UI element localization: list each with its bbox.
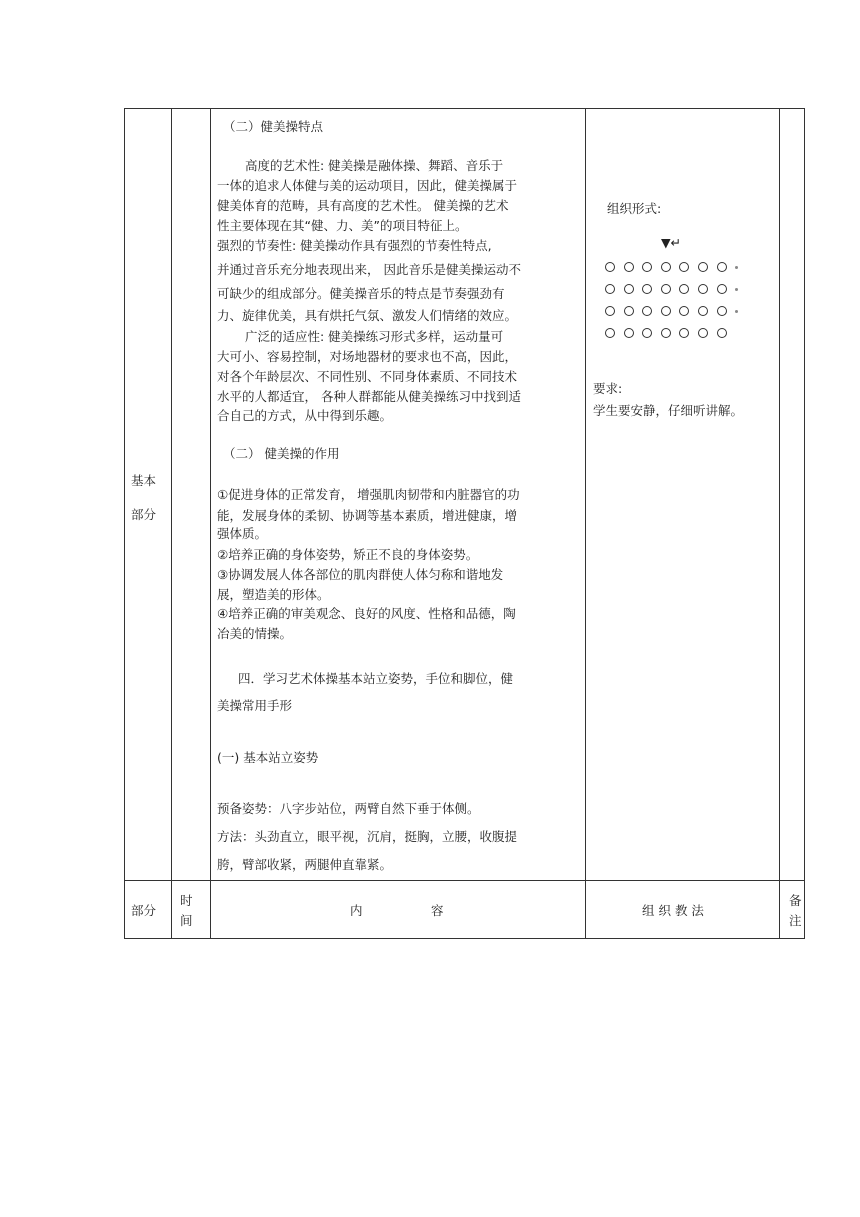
student-dot (698, 284, 708, 294)
student-dot (605, 262, 615, 272)
student-dot (698, 306, 708, 316)
col-divider (171, 109, 172, 938)
student-dot (661, 328, 671, 338)
student-dot (605, 306, 615, 316)
student-dot (661, 284, 671, 294)
header-part: 部分 (131, 903, 157, 918)
student-dot (679, 328, 689, 338)
paragraph-line: 高度的艺术性: 健美操是融体操、舞蹈、音乐于 (245, 158, 504, 173)
paragraph-line: 大可小、容易控制，对场地器材的要求也不高，因此， (217, 349, 518, 364)
paragraph-line: 强烈的节奏性: 健美操动作具有强烈的节奏性特点, (217, 238, 492, 253)
student-dot (605, 284, 615, 294)
subsection-title: (一) 基本站立姿势 (217, 750, 319, 765)
col-divider (210, 109, 211, 938)
formation-row (605, 328, 735, 338)
effect-item: 强体质。 (217, 526, 268, 541)
paragraph-line: 水平的人都适宜， 各种人群都能从健美操练习中找到适 (217, 389, 521, 404)
header-method: 组 织 教 法 (642, 903, 704, 918)
effect-item: ④培养正确的审美观念、良好的风度、性格和品德，陶 (217, 606, 516, 621)
student-dot (624, 306, 634, 316)
effect-item: ③协调发展人体各部位的肌肉群使人体匀称和谐地发 (217, 567, 504, 582)
student-dot (642, 328, 652, 338)
method-text: 方法：头劲直立，眼平视，沉肩，挺胸，立腰，收腹提 (217, 829, 518, 844)
student-dot (717, 284, 727, 294)
paragraph-line: 性主要体现在其“健、力、美”的项目特征上。 (217, 218, 468, 233)
student-dot (698, 262, 708, 272)
paragraph-line: 广泛的适应性: 健美操练习形式多样，运动量可 (245, 329, 504, 344)
features-title: （二）健美操特点 (223, 119, 324, 134)
effect-item: ①促进身体的正常发育， 增强肌肉韧带和内脏器官的功 (217, 487, 520, 502)
student-dot (698, 328, 708, 338)
paragraph-line: 一体的追求人体健与美的运动项目，因此，健美操属于 (217, 178, 518, 193)
student-dot (661, 306, 671, 316)
formation-row (605, 306, 738, 316)
student-dot (605, 328, 615, 338)
row-mark (735, 310, 738, 313)
header-time-1: 时 (180, 893, 193, 908)
effect-item: 能，发展身体的柔韧、协调等基本素质，增进健康，增 (217, 508, 518, 523)
section-label-2: 部分 (131, 507, 157, 522)
student-dot (642, 262, 652, 272)
effect-item: 展，塑造美的形体。 (217, 587, 330, 602)
section-heading: 美操常用手形 (217, 698, 293, 713)
requirement-text: 学生要安静，仔细听讲解。 (593, 403, 744, 418)
student-dot (624, 262, 634, 272)
paragraph-line: 对各个年龄层次、不同性别、不同身体素质、不同技术 (217, 369, 518, 384)
student-dot (717, 306, 727, 316)
row-divider (125, 880, 804, 881)
header-remark-2: 注 (789, 913, 802, 928)
prep-text: 预备姿势：八字步站位，两臂自然下垂于体侧。 (217, 801, 480, 816)
effect-item: ②培养正确的身体姿势，矫正不良的身体姿势。 (217, 547, 479, 562)
student-dot (717, 262, 727, 272)
formation-row (605, 284, 738, 294)
section-label-1: 基本 (131, 473, 157, 488)
student-dot (624, 328, 634, 338)
student-dot (679, 306, 689, 316)
student-dot (661, 262, 671, 272)
lesson-table (124, 108, 805, 939)
effect-item: 冶美的情操。 (217, 626, 293, 641)
method-text: 胯，臂部收紧，两腿伸直靠紧。 (217, 857, 393, 872)
paragraph-line: 力、旋律优美，具有烘托气氛、激发人们情绪的效应。 (217, 308, 518, 323)
section-heading: 四．学习艺术体操基本站立姿势，手位和脚位，健 (238, 671, 514, 686)
paragraph-line: 并通过音乐充分地表现出来， 因此音乐是健美操运动不 (217, 262, 521, 277)
paragraph-line: 合自己的方式，从中得到乐趣。 (217, 408, 393, 423)
teacher-marker: ▼↵ (661, 235, 682, 250)
header-remark-1: 备 (789, 893, 802, 908)
row-mark (735, 288, 738, 291)
col-divider (585, 109, 586, 938)
header-content-2: 容 (431, 903, 444, 918)
paragraph-line: 健美体育的范畴，具有高度的艺术性。 健美操的艺术 (217, 198, 509, 213)
org-form-label: 组织形式: (607, 201, 662, 216)
formation-row (605, 262, 738, 272)
row-mark (735, 266, 738, 269)
effects-title: （二） 健美操的作用 (223, 446, 340, 461)
student-dot (642, 284, 652, 294)
col-divider (779, 109, 780, 938)
requirement-label: 要求: (593, 381, 623, 396)
student-dot (679, 284, 689, 294)
student-dot (717, 328, 727, 338)
student-dot (642, 306, 652, 316)
student-dot (624, 284, 634, 294)
paragraph-line: 可缺少的组成部分。健美操音乐的特点是节奏强劲有 (217, 286, 505, 301)
header-time-2: 间 (180, 913, 193, 928)
student-dot (679, 262, 689, 272)
header-content-1: 内 (350, 903, 363, 918)
